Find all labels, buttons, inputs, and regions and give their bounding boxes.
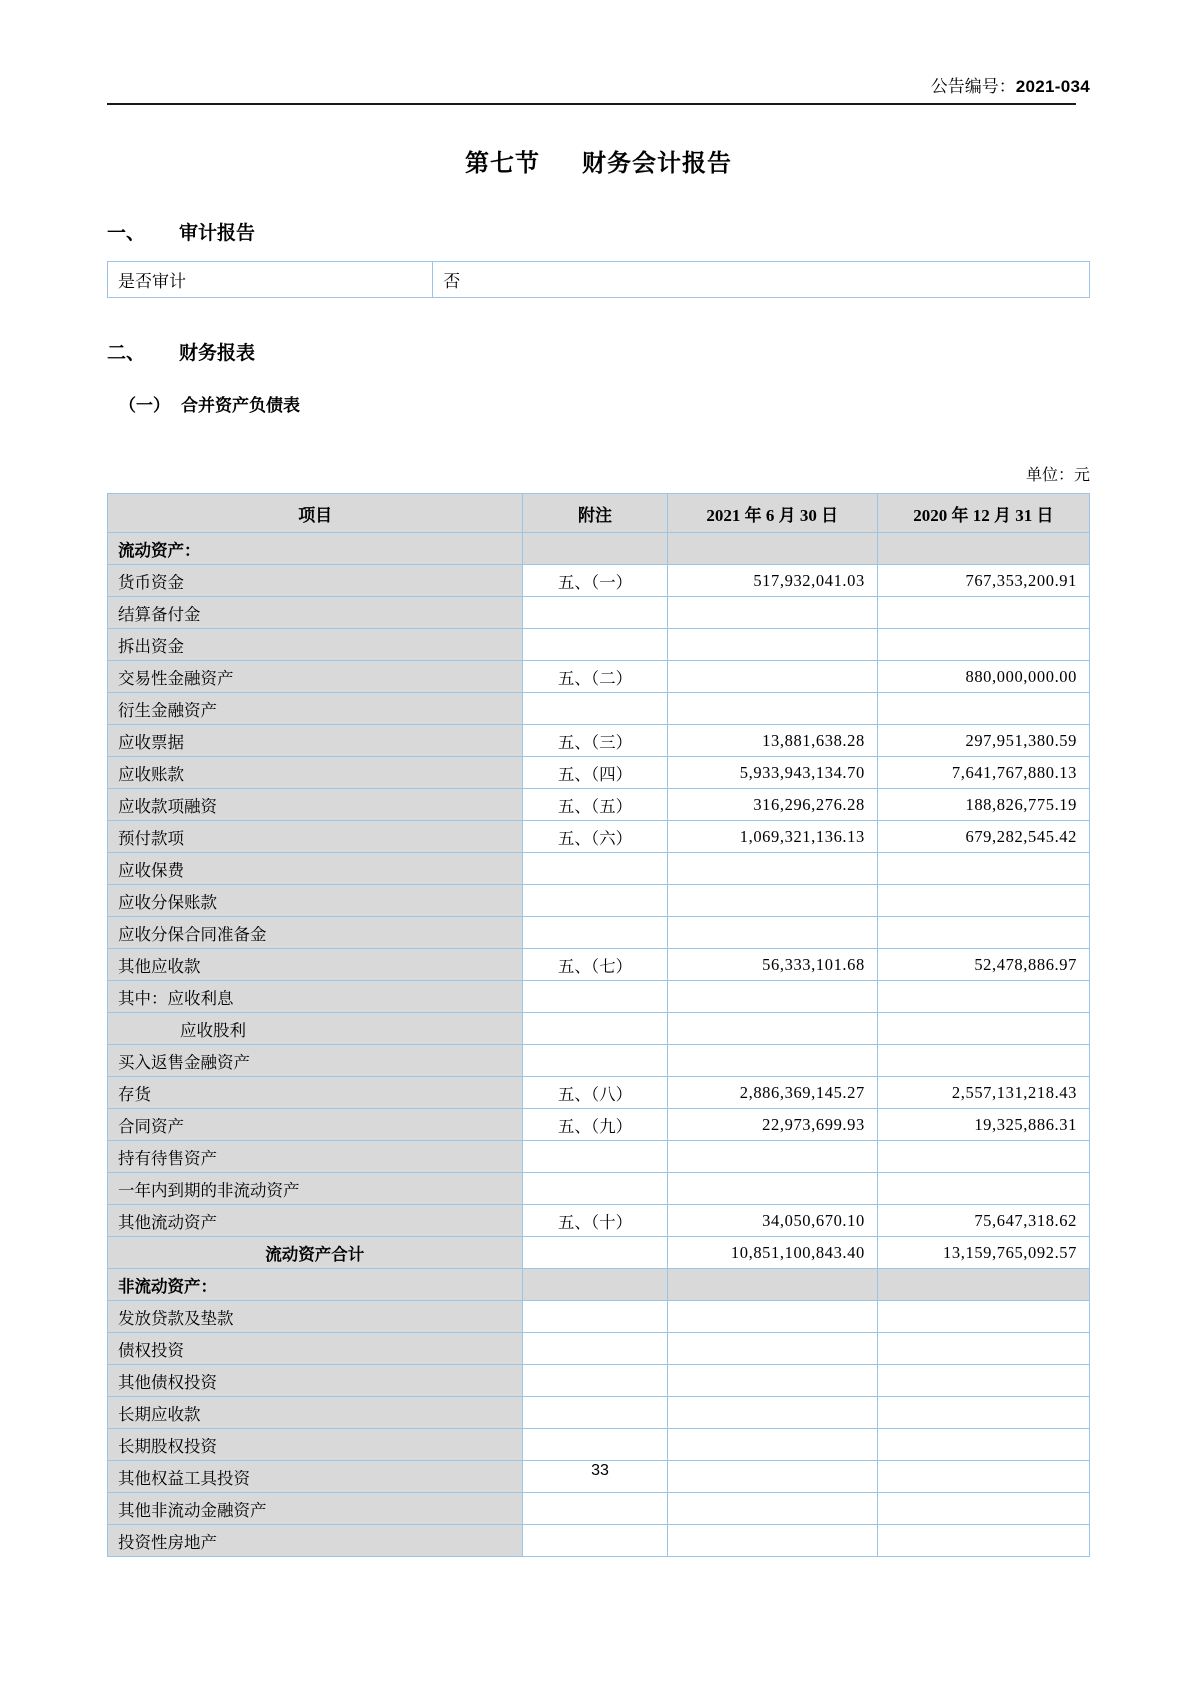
- note-cell: 五、（九）: [523, 1109, 667, 1141]
- item-cell: 债权投资: [108, 1333, 523, 1365]
- note-cell: [523, 1013, 667, 1045]
- table-row: [108, 757, 1090, 789]
- value-2021-cell: [667, 1141, 877, 1173]
- note-cell: [523, 597, 667, 629]
- value-2021-cell: 5,933,943,134.70: [667, 757, 877, 789]
- note-cell: [523, 1397, 667, 1429]
- item-cell: 其他权益工具投资: [108, 1461, 523, 1493]
- value-2020-cell: 19,325,886.31: [877, 1109, 1089, 1141]
- value-2021-cell: 22,973,699.93: [667, 1109, 877, 1141]
- note-cell: 五、（五）: [523, 789, 667, 821]
- item-cell: 长期应收款: [108, 1397, 523, 1429]
- note-cell: [523, 1141, 667, 1173]
- page-title-section-no: 第七节: [465, 150, 540, 177]
- table-row: [108, 1013, 1090, 1045]
- header-item: 项目: [108, 494, 523, 533]
- value-2021-cell: [667, 1269, 877, 1301]
- table-row: [108, 1077, 1090, 1109]
- table-row: [108, 949, 1090, 981]
- announcement-label: 公告编号：: [930, 77, 1016, 96]
- header-note: 附注: [523, 494, 667, 533]
- statements-heading-label: 财务报表: [179, 343, 256, 364]
- note-cell: 五、（十）: [523, 1205, 667, 1237]
- table-row: [108, 1301, 1090, 1333]
- item-cell: 持有待售资产: [108, 1141, 523, 1173]
- header-divider-rule: [107, 103, 1076, 105]
- note-cell: [523, 885, 667, 917]
- audit-table-row: [108, 262, 1090, 298]
- item-cell: 其中：应收利息: [108, 981, 523, 1013]
- table-row: [108, 1333, 1090, 1365]
- page-title-text: 财务会计报告: [582, 150, 732, 177]
- value-2021-cell: 316,296,276.28: [667, 789, 877, 821]
- table-row: [108, 597, 1090, 629]
- item-cell: 结算备付金: [108, 597, 523, 629]
- table-row: [108, 1109, 1090, 1141]
- item-cell: 其他非流动金融资产: [108, 1493, 523, 1525]
- balance-sheet-subheading: [107, 391, 1090, 416]
- audit-question-cell: 是否审计: [108, 262, 433, 298]
- page-number: 33: [591, 1462, 609, 1479]
- balance-sheet-body: [108, 533, 1090, 1557]
- item-cell: 长期股权投资: [108, 1429, 523, 1461]
- table-row: [108, 1173, 1090, 1205]
- statements-heading-number: 二、: [107, 343, 146, 364]
- table-row: [108, 661, 1090, 693]
- item-cell: 衍生金融资产: [108, 693, 523, 725]
- note-cell: [523, 1333, 667, 1365]
- balance-sheet-table: [107, 493, 1090, 1557]
- value-2021-cell: [667, 1365, 877, 1397]
- item-cell: 流动资产合计: [108, 1237, 523, 1269]
- table-row: [108, 1045, 1090, 1077]
- table-row: [108, 1525, 1090, 1557]
- value-2021-cell: 1,069,321,136.13: [667, 821, 877, 853]
- note-cell: [523, 1365, 667, 1397]
- item-cell: 应收款项融资: [108, 789, 523, 821]
- note-cell: 五、（一）: [523, 565, 667, 597]
- statements-section-heading: [107, 338, 1090, 365]
- value-2020-cell: 880,000,000.00: [877, 661, 1089, 693]
- value-2020-cell: 75,647,318.62: [877, 1205, 1089, 1237]
- table-row: [108, 693, 1090, 725]
- note-cell: 五、（六）: [523, 821, 667, 853]
- value-2020-cell: 188,826,775.19: [877, 789, 1089, 821]
- value-2021-cell: 2,886,369,145.27: [667, 1077, 877, 1109]
- value-2021-cell: [667, 1493, 877, 1525]
- announcement-header: [107, 0, 1090, 97]
- table-row: [108, 1397, 1090, 1429]
- item-cell: 合同资产: [108, 1109, 523, 1141]
- value-2020-cell: 679,282,545.42: [877, 821, 1089, 853]
- value-2021-cell: 34,050,670.10: [667, 1205, 877, 1237]
- value-2021-cell: [667, 1525, 877, 1557]
- audit-heading-number: 一、: [107, 223, 146, 244]
- value-2021-cell: [667, 885, 877, 917]
- value-2021-cell: [667, 533, 877, 565]
- value-2021-cell: [667, 597, 877, 629]
- value-2020-cell: [877, 1301, 1089, 1333]
- item-cell: 货币资金: [108, 565, 523, 597]
- table-row: [108, 1141, 1090, 1173]
- value-2020-cell: 767,353,200.91: [877, 565, 1089, 597]
- audit-section-heading: [107, 218, 1090, 245]
- audit-table: [107, 261, 1090, 298]
- table-row: [108, 885, 1090, 917]
- value-2020-cell: [877, 853, 1089, 885]
- item-cell: 买入返售金融资产: [108, 1045, 523, 1077]
- table-row: [108, 789, 1090, 821]
- item-cell: 流动资产：: [108, 533, 523, 565]
- value-2020-cell: [877, 1397, 1089, 1429]
- note-cell: [523, 1429, 667, 1461]
- note-cell: [523, 693, 667, 725]
- announcement-number: 2021-034: [1015, 77, 1090, 96]
- value-2021-cell: [667, 1173, 877, 1205]
- note-cell: [523, 1301, 667, 1333]
- page-content: [107, 0, 1090, 1557]
- value-2021-cell: [667, 629, 877, 661]
- value-2020-cell: [877, 1365, 1089, 1397]
- value-2021-cell: [667, 1301, 877, 1333]
- table-row: [108, 1269, 1090, 1301]
- header-2020: 2020 年 12 月 31 日: [877, 494, 1089, 533]
- value-2020-cell: [877, 1269, 1089, 1301]
- table-row: [108, 565, 1090, 597]
- value-2021-cell: [667, 1333, 877, 1365]
- item-cell: 应收分保合同准备金: [108, 917, 523, 949]
- value-2020-cell: 13,159,765,092.57: [877, 1237, 1089, 1269]
- value-2020-cell: 7,641,767,880.13: [877, 757, 1089, 789]
- value-2020-cell: [877, 1013, 1089, 1045]
- value-2020-cell: 52,478,886.97: [877, 949, 1089, 981]
- table-row: [108, 981, 1090, 1013]
- value-2020-cell: [877, 1429, 1089, 1461]
- value-2020-cell: [877, 1493, 1089, 1525]
- item-cell: 预付款项: [108, 821, 523, 853]
- value-2020-cell: [877, 1333, 1089, 1365]
- note-cell: 五、（二）: [523, 661, 667, 693]
- table-row: [108, 1205, 1090, 1237]
- unit-note: 单位：元: [1025, 467, 1090, 484]
- item-cell: 一年内到期的非流动资产: [108, 1173, 523, 1205]
- balance-sheet-header-row: [108, 494, 1090, 533]
- page-title: [107, 143, 1090, 178]
- value-2021-cell: [667, 1429, 877, 1461]
- value-2020-cell: [877, 533, 1089, 565]
- value-2020-cell: [877, 1525, 1089, 1557]
- table-row: [108, 917, 1090, 949]
- audit-heading-label: 审计报告: [179, 223, 256, 244]
- value-2020-cell: [877, 597, 1089, 629]
- value-2020-cell: 297,951,380.59: [877, 725, 1089, 757]
- item-cell: 发放贷款及垫款: [108, 1301, 523, 1333]
- table-row: [108, 1493, 1090, 1525]
- value-2020-cell: [877, 1045, 1089, 1077]
- item-cell: 应收股利: [108, 1013, 523, 1045]
- balance-sheet-subheading-number: （一）: [119, 396, 170, 415]
- item-cell: 应收账款: [108, 757, 523, 789]
- balance-sheet-subheading-label: 合并资产负债表: [181, 396, 300, 415]
- value-2020-cell: [877, 629, 1089, 661]
- item-cell: 拆出资金: [108, 629, 523, 661]
- value-2021-cell: [667, 917, 877, 949]
- value-2020-cell: 2,557,131,218.43: [877, 1077, 1089, 1109]
- note-cell: [523, 533, 667, 565]
- value-2021-cell: [667, 661, 877, 693]
- value-2021-cell: 10,851,100,843.40: [667, 1237, 877, 1269]
- item-cell: 其他债权投资: [108, 1365, 523, 1397]
- value-2020-cell: [877, 917, 1089, 949]
- table-row: [108, 1365, 1090, 1397]
- value-2021-cell: 56,333,101.68: [667, 949, 877, 981]
- note-cell: [523, 1269, 667, 1301]
- value-2021-cell: [667, 1397, 877, 1429]
- header-2021: 2021 年 6 月 30 日: [667, 494, 877, 533]
- note-cell: 五、（七）: [523, 949, 667, 981]
- note-cell: [523, 1237, 667, 1269]
- item-cell: 应收保费: [108, 853, 523, 885]
- value-2020-cell: [877, 885, 1089, 917]
- item-cell: 非流动资产：: [108, 1269, 523, 1301]
- item-cell: 其他应收款: [108, 949, 523, 981]
- note-cell: [523, 1493, 667, 1525]
- value-2020-cell: [877, 1173, 1089, 1205]
- table-row: [108, 725, 1090, 757]
- note-cell: [523, 1045, 667, 1077]
- value-2020-cell: [877, 693, 1089, 725]
- audit-answer-cell: 否: [433, 262, 1090, 298]
- table-row: [108, 1237, 1090, 1269]
- value-2021-cell: [667, 693, 877, 725]
- table-row: [108, 1429, 1090, 1461]
- item-cell: 交易性金融资产: [108, 661, 523, 693]
- note-cell: [523, 1525, 667, 1557]
- value-2021-cell: [667, 1013, 877, 1045]
- table-row: [108, 629, 1090, 661]
- note-cell: [523, 917, 667, 949]
- note-cell: [523, 1173, 667, 1205]
- item-cell: 应收分保账款: [108, 885, 523, 917]
- item-cell: 投资性房地产: [108, 1525, 523, 1557]
- note-cell: [523, 981, 667, 1013]
- table-row: [108, 853, 1090, 885]
- note-cell: [523, 853, 667, 885]
- table-row: [108, 533, 1090, 565]
- note-cell: 五、（三）: [523, 725, 667, 757]
- note-cell: 五、（四）: [523, 757, 667, 789]
- item-cell: 应收票据: [108, 725, 523, 757]
- value-2021-cell: 13,881,638.28: [667, 725, 877, 757]
- item-cell: 其他流动资产: [108, 1205, 523, 1237]
- value-2021-cell: [667, 981, 877, 1013]
- note-cell: [523, 629, 667, 661]
- value-2020-cell: [877, 981, 1089, 1013]
- table-row: [108, 821, 1090, 853]
- value-2020-cell: [877, 1141, 1089, 1173]
- value-2021-cell: [667, 853, 877, 885]
- value-2021-cell: 517,932,041.03: [667, 565, 877, 597]
- value-2021-cell: [667, 1045, 877, 1077]
- note-cell: 五、（八）: [523, 1077, 667, 1109]
- item-cell: 存货: [108, 1077, 523, 1109]
